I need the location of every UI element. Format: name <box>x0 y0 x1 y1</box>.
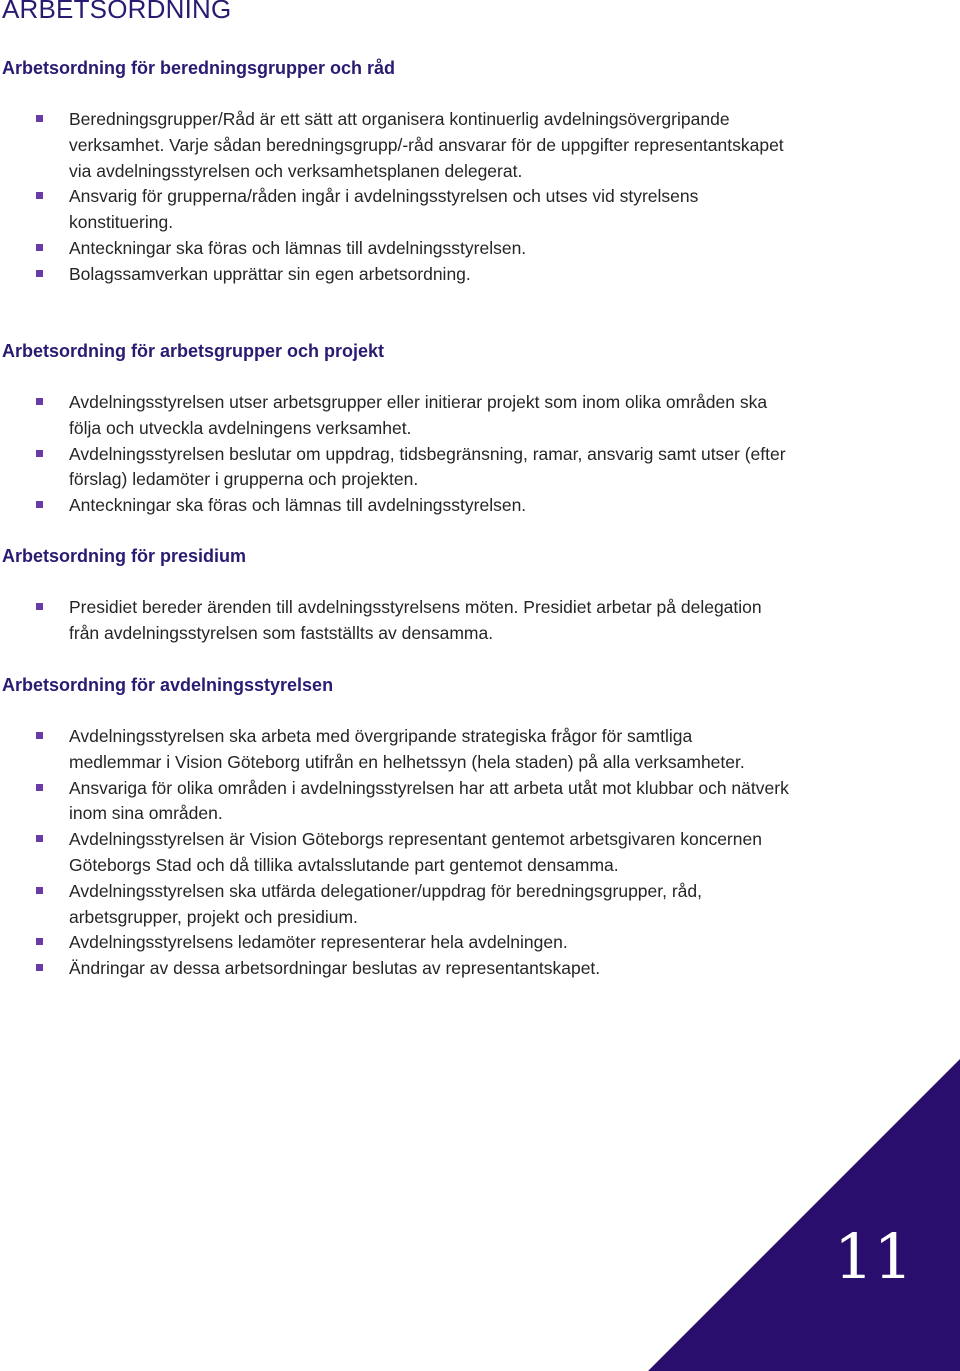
square-bullet-icon <box>36 887 43 894</box>
list-item-text: Anteckningar ska föras och lämnas till avdelningsstyrelsen. <box>69 237 527 258</box>
bullet-list <box>2 724 922 982</box>
list-item <box>2 107 789 184</box>
list-item <box>2 827 789 879</box>
list-item <box>2 956 789 982</box>
square-bullet-icon <box>36 835 43 842</box>
square-bullet-icon <box>36 784 43 791</box>
list-item <box>2 442 789 494</box>
square-bullet-icon <box>36 450 43 457</box>
list-item <box>2 236 789 262</box>
square-bullet-icon <box>36 964 43 971</box>
list-item-text: Avdelningsstyrelsen utser arbetsgrupper eller initierar projekt som inom olika områden ska följa och utveckla avdelningens verksamhet. <box>69 392 768 438</box>
section-beredningsgrupper <box>2 55 922 288</box>
square-bullet-icon <box>36 732 43 739</box>
list-item-text: Beredningsgrupper/Råd är ett sätt att organisera kontinuerlig avdelningsövergripande verksamhet. Varje sådan beredningsgrupp/-råd ansvarar för de uppgifter representantskapet via avdelningsstyrelsen och verksamhetsplanen delegerat. <box>69 109 784 181</box>
list-item-text: Avdelningsstyrelsen ska utfärda delegationer/uppdrag för beredningsgrupper, råd, arbetsgrupper, projekt och presidium. <box>69 880 703 927</box>
list-item-text: Anteckningar ska föras och lämnas till avdelningsstyrelsen. <box>69 495 527 516</box>
section-heading: Arbetsordning för avdelningsstyrelsen <box>2 675 334 695</box>
square-bullet-icon <box>36 398 43 405</box>
list-item-text: Avdelningsstyrelsen beslutar om uppdrag, tidsbegränsning, ramar, ansvarig samt utser (efter förslag) ledamöter i grupperna och projekten. <box>69 443 786 490</box>
list-item <box>2 930 789 956</box>
square-bullet-icon <box>36 501 43 508</box>
list-item <box>2 262 789 288</box>
list-item-text: Presidiet bereder ärenden till avdelningsstyrelsens möten. Presidiet arbetar på delegation från avdelningsstyrelsen som fastställts av densamma. <box>69 597 762 643</box>
square-bullet-icon <box>36 244 43 251</box>
list-item-text: Ansvariga för olika områden i avdelningsstyrelsen har att arbeta utåt mot klubbar och nätverk inom sina områden. <box>69 777 789 824</box>
list-item-text: Avdelningsstyrelsen är Vision Göteborgs representant gentemot arbetsgivaren koncernen Göteborgs Stad och då tillika avtalsslutande part gentemot densamma. <box>69 829 762 875</box>
square-bullet-icon <box>36 192 43 199</box>
list-item <box>2 595 789 647</box>
section-arbetsgrupper <box>2 338 922 519</box>
section-heading: Arbetsordning för beredningsgrupper och råd <box>2 58 396 78</box>
section-avdelningsstyrelsen <box>2 672 922 982</box>
bullet-list <box>2 595 922 647</box>
bullet-list <box>2 107 922 288</box>
list-item <box>2 724 789 776</box>
square-bullet-icon <box>36 270 43 277</box>
section-heading: Arbetsordning för presidium <box>2 546 247 566</box>
list-item <box>2 879 789 931</box>
list-item-text: Avdelningsstyrelsen ska arbeta med övergripande strategiska frågor för samtliga medlemmar i Vision Göteborg utifrån en helhetssyn (hela staden) på alla verksamheter. <box>69 726 745 772</box>
page-title: ARBETSORDNING <box>2 0 232 24</box>
list-item <box>2 390 789 442</box>
list-item-text: Ansvarig för grupperna/råden ingår i avdelningsstyrelsen och utses vid styrelsens konstituering. <box>69 186 699 233</box>
section-presidium <box>2 543 922 647</box>
list-item-text: Avdelningsstyrelsens ledamöter representerar hela avdelningen. <box>69 932 568 953</box>
square-bullet-icon <box>36 115 43 122</box>
list-item <box>2 776 789 828</box>
list-item <box>2 493 789 519</box>
list-item-text: Ändringar av dessa arbetsordningar beslutas av representantskapet. <box>69 958 601 979</box>
list-item-text: Bolagssamverkan upprättar sin egen arbetsordning. <box>69 263 471 284</box>
corner-triangle-decoration <box>648 1059 960 1371</box>
page-number: 11 <box>834 1220 913 1293</box>
square-bullet-icon <box>36 938 43 945</box>
square-bullet-icon <box>36 603 43 610</box>
section-heading: Arbetsordning för arbetsgrupper och projekt <box>2 341 385 361</box>
list-item <box>2 184 789 236</box>
bullet-list <box>2 390 922 519</box>
